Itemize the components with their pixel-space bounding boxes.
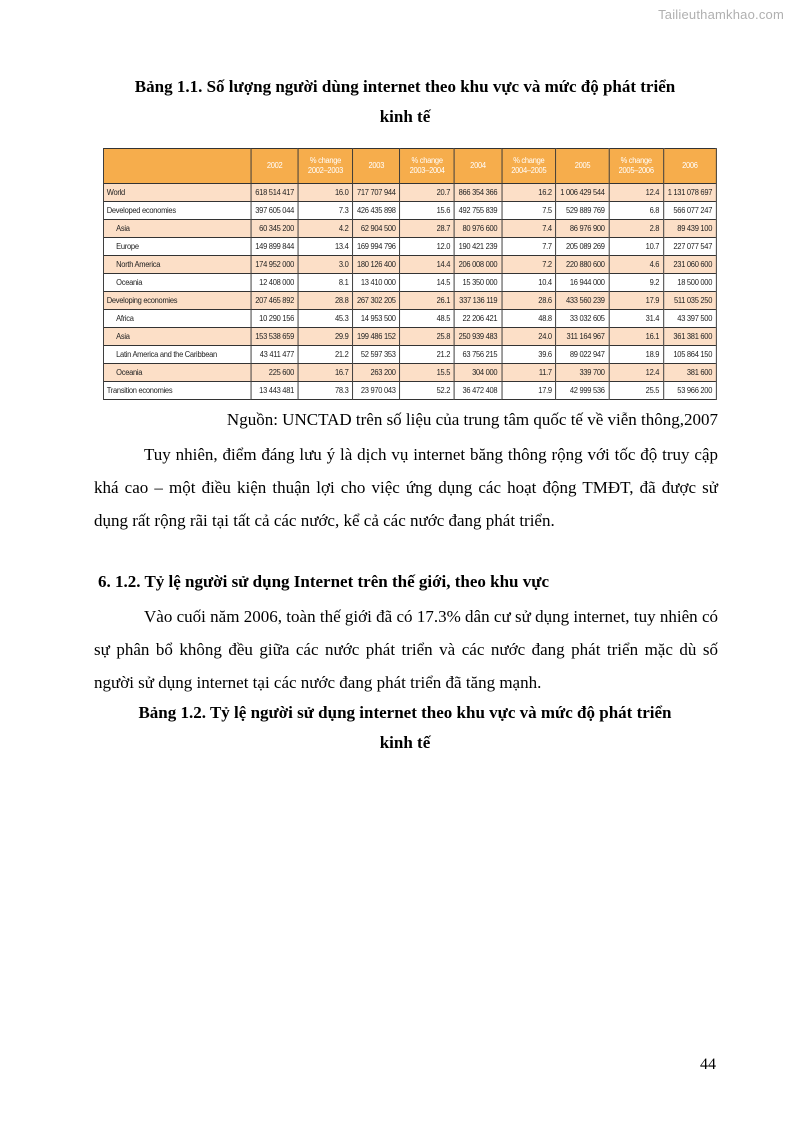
users-cell: 267 302 205 [353,292,400,310]
header-cell: 2002 [251,149,298,184]
pct-change-cell: 18.9 [609,346,663,364]
users-cell: 304 000 [454,364,501,382]
users-cell: 1 131 078 697 [663,184,716,202]
users-cell: 433 560 239 [556,292,609,310]
table-row [103,202,716,220]
table-row [103,346,716,364]
pct-change-cell: 16.2 [502,184,556,202]
users-cell: 180 126 400 [353,256,400,274]
header-cell: % change 2002–2003 [298,149,352,184]
pct-change-cell: 45.3 [298,310,352,328]
pct-change-cell: 10.7 [609,238,663,256]
pct-change-cell: 16.1 [609,328,663,346]
users-cell: 63 756 215 [454,346,501,364]
table-row [103,292,716,310]
users-cell: 225 600 [251,364,298,382]
users-cell: 190 421 239 [454,238,501,256]
watermark: Tailieuthamkhao.com [658,7,784,22]
table-row [103,238,716,256]
users-cell: 231 060 600 [663,256,716,274]
internet-users-table [103,148,717,400]
users-cell: 86 976 900 [556,220,609,238]
table-row [103,274,716,292]
pct-change-cell: 17.9 [609,292,663,310]
pct-change-cell: 12.0 [400,238,454,256]
pct-change-cell: 25.8 [400,328,454,346]
pct-change-cell: 7.3 [298,202,352,220]
pct-change-cell: 7.5 [502,202,556,220]
users-cell: 14 953 500 [353,310,400,328]
users-cell: 169 994 796 [353,238,400,256]
pct-change-cell: 52.2 [400,382,454,400]
pct-change-cell: 7.4 [502,220,556,238]
row-label: Latin America and the Caribbean [103,346,251,364]
table1-source: Nguồn: UNCTAD trên số liệu của trung tâm quốc tế về viễn thông,2007 [226,410,718,429]
pct-change-cell: 28.6 [502,292,556,310]
table-row [103,256,716,274]
users-cell: 311 164 967 [556,328,609,346]
users-cell: 36 472 408 [454,382,501,400]
pct-change-cell: 15.6 [400,202,454,220]
users-cell: 43 397 500 [663,310,716,328]
users-cell: 492 755 839 [454,202,501,220]
users-cell: 60 345 200 [251,220,298,238]
users-cell: 89 022 947 [556,346,609,364]
row-label: Oceania [103,274,251,292]
users-cell: 52 597 353 [353,346,400,364]
users-cell: 397 605 044 [251,202,298,220]
table-row [103,328,716,346]
users-cell: 250 939 483 [454,328,501,346]
row-label: Europe [103,238,251,256]
users-cell: 227 077 547 [663,238,716,256]
header-cell: % change 2004–2005 [502,149,556,184]
paragraph-broadband [94,438,718,537]
pct-change-cell: 11.7 [502,364,556,382]
table-body [103,184,716,400]
pct-change-cell: 31.4 [609,310,663,328]
users-cell: 80 976 600 [454,220,501,238]
users-cell: 10 290 156 [251,310,298,328]
pct-change-cell: 2.8 [609,220,663,238]
header-cell: 2003 [353,149,400,184]
row-label: Transition economies [103,382,251,400]
pct-change-cell: 78.3 [298,382,352,400]
pct-change-cell: 9.2 [609,274,663,292]
users-cell: 18 500 000 [663,274,716,292]
pct-change-cell: 14.5 [400,274,454,292]
pct-change-cell: 12.4 [609,364,663,382]
pct-change-cell: 14.4 [400,256,454,274]
pct-change-cell: 21.2 [400,346,454,364]
section-heading: 6. 1.2. Tỷ lệ người sử dụng Internet trên thế giới, theo khu vực [98,572,550,591]
row-label: Oceania [103,364,251,382]
users-cell: 361 381 600 [663,328,716,346]
internet-users-table-wrapper [103,148,717,400]
pct-change-cell: 4.6 [609,256,663,274]
users-cell: 16 944 000 [556,274,609,292]
users-cell: 337 136 119 [454,292,501,310]
table1-caption-line1: Bảng 1.1. Số lượng người dùng internet theo khu vực và mức độ phát triển [134,77,676,96]
users-cell: 206 008 000 [454,256,501,274]
users-cell: 62 904 500 [353,220,400,238]
users-cell: 263 200 [353,364,400,382]
header-cell-label [103,149,251,184]
header-cell: 2006 [663,149,716,184]
users-cell: 426 435 898 [353,202,400,220]
header-cell: % change 2005–2006 [609,149,663,184]
pct-change-cell: 48.5 [400,310,454,328]
users-cell: 511 035 250 [663,292,716,310]
table2-caption-line2: kinh tế [379,733,431,752]
users-cell: 13 443 481 [251,382,298,400]
users-cell: 866 354 366 [454,184,501,202]
pct-change-cell: 17.9 [502,382,556,400]
users-cell: 12 408 000 [251,274,298,292]
users-cell: 207 465 892 [251,292,298,310]
users-cell: 174 952 000 [251,256,298,274]
table-row [103,382,716,400]
pct-change-cell: 21.2 [298,346,352,364]
page-number: 44 [700,1056,716,1073]
table2-caption-line1: Bảng 1.2. Tỷ lệ người sử dụng internet theo khu vực và mức độ phát triển [138,703,672,722]
users-cell: 13 410 000 [353,274,400,292]
paragraph-usage-rate-text: Vào cuối năm 2006, toàn thế giới đã có 17.3% dân cư sử dụng internet, tuy nhiên có sự phân bổ không đều giữa các nước phát triển và các nước đang phát triển mặc dù số người sử dụng internet tại các nước đang phát triển đã tăng mạnh. [94,607,718,692]
row-label: World [103,184,251,202]
paragraph-broadband-text: Tuy nhiên, điểm đáng lưu ý là dịch vụ internet băng thông rộng với tốc độ truy cập khá cao – một điều kiện thuận lợi cho việc ứng dụng các hoạt động TMĐT, đã được sử dụng rất rộng rãi tại tất cả các nước, kể cả các nước đang phát triển. [94,445,718,530]
table-row [103,364,716,382]
pct-change-cell: 16.0 [298,184,352,202]
users-cell: 529 889 769 [556,202,609,220]
pct-change-cell: 48.8 [502,310,556,328]
users-cell: 199 486 152 [353,328,400,346]
users-cell: 566 077 247 [663,202,716,220]
users-cell: 220 880 600 [556,256,609,274]
pct-change-cell: 29.9 [298,328,352,346]
table-row [103,220,716,238]
users-cell: 22 206 421 [454,310,501,328]
pct-change-cell: 26.1 [400,292,454,310]
pct-change-cell: 39.6 [502,346,556,364]
pct-change-cell: 7.2 [502,256,556,274]
users-cell: 618 514 417 [251,184,298,202]
pct-change-cell: 7.7 [502,238,556,256]
pct-change-cell: 20.7 [400,184,454,202]
pct-change-cell: 25.5 [609,382,663,400]
pct-change-cell: 16.7 [298,364,352,382]
table-row [103,184,716,202]
header-cell: % change 2003–2004 [400,149,454,184]
row-label: Asia [103,220,251,238]
paragraph-usage-rate [94,600,718,699]
table-header-row [103,149,716,184]
pct-change-cell: 28.8 [298,292,352,310]
users-cell: 717 707 944 [353,184,400,202]
users-cell: 205 089 269 [556,238,609,256]
pct-change-cell: 8.1 [298,274,352,292]
pct-change-cell: 10.4 [502,274,556,292]
row-label: Africa [103,310,251,328]
users-cell: 33 032 605 [556,310,609,328]
users-cell: 89 439 100 [663,220,716,238]
table1-caption-line2: kinh tế [379,107,431,126]
pct-change-cell: 24.0 [502,328,556,346]
pct-change-cell: 3.0 [298,256,352,274]
row-label: Developed economies [103,202,251,220]
users-cell: 53 966 200 [663,382,716,400]
users-cell: 339 700 [556,364,609,382]
row-label: Developing economies [103,292,251,310]
users-cell: 43 411 477 [251,346,298,364]
users-cell: 1 006 429 544 [556,184,609,202]
header-cell: 2004 [454,149,501,184]
users-cell: 105 864 150 [663,346,716,364]
pct-change-cell: 6.8 [609,202,663,220]
table-row [103,310,716,328]
pct-change-cell: 15.5 [400,364,454,382]
users-cell: 15 350 000 [454,274,501,292]
pct-change-cell: 4.2 [298,220,352,238]
pct-change-cell: 12.4 [609,184,663,202]
users-cell: 42 999 536 [556,382,609,400]
table2-caption [80,698,730,758]
row-label: Asia [103,328,251,346]
users-cell: 149 899 844 [251,238,298,256]
header-cell: 2005 [556,149,609,184]
users-cell: 381 600 [663,364,716,382]
row-label: North America [103,256,251,274]
table1-caption [80,72,730,132]
users-cell: 23 970 043 [353,382,400,400]
users-cell: 153 538 659 [251,328,298,346]
pct-change-cell: 13.4 [298,238,352,256]
pct-change-cell: 28.7 [400,220,454,238]
